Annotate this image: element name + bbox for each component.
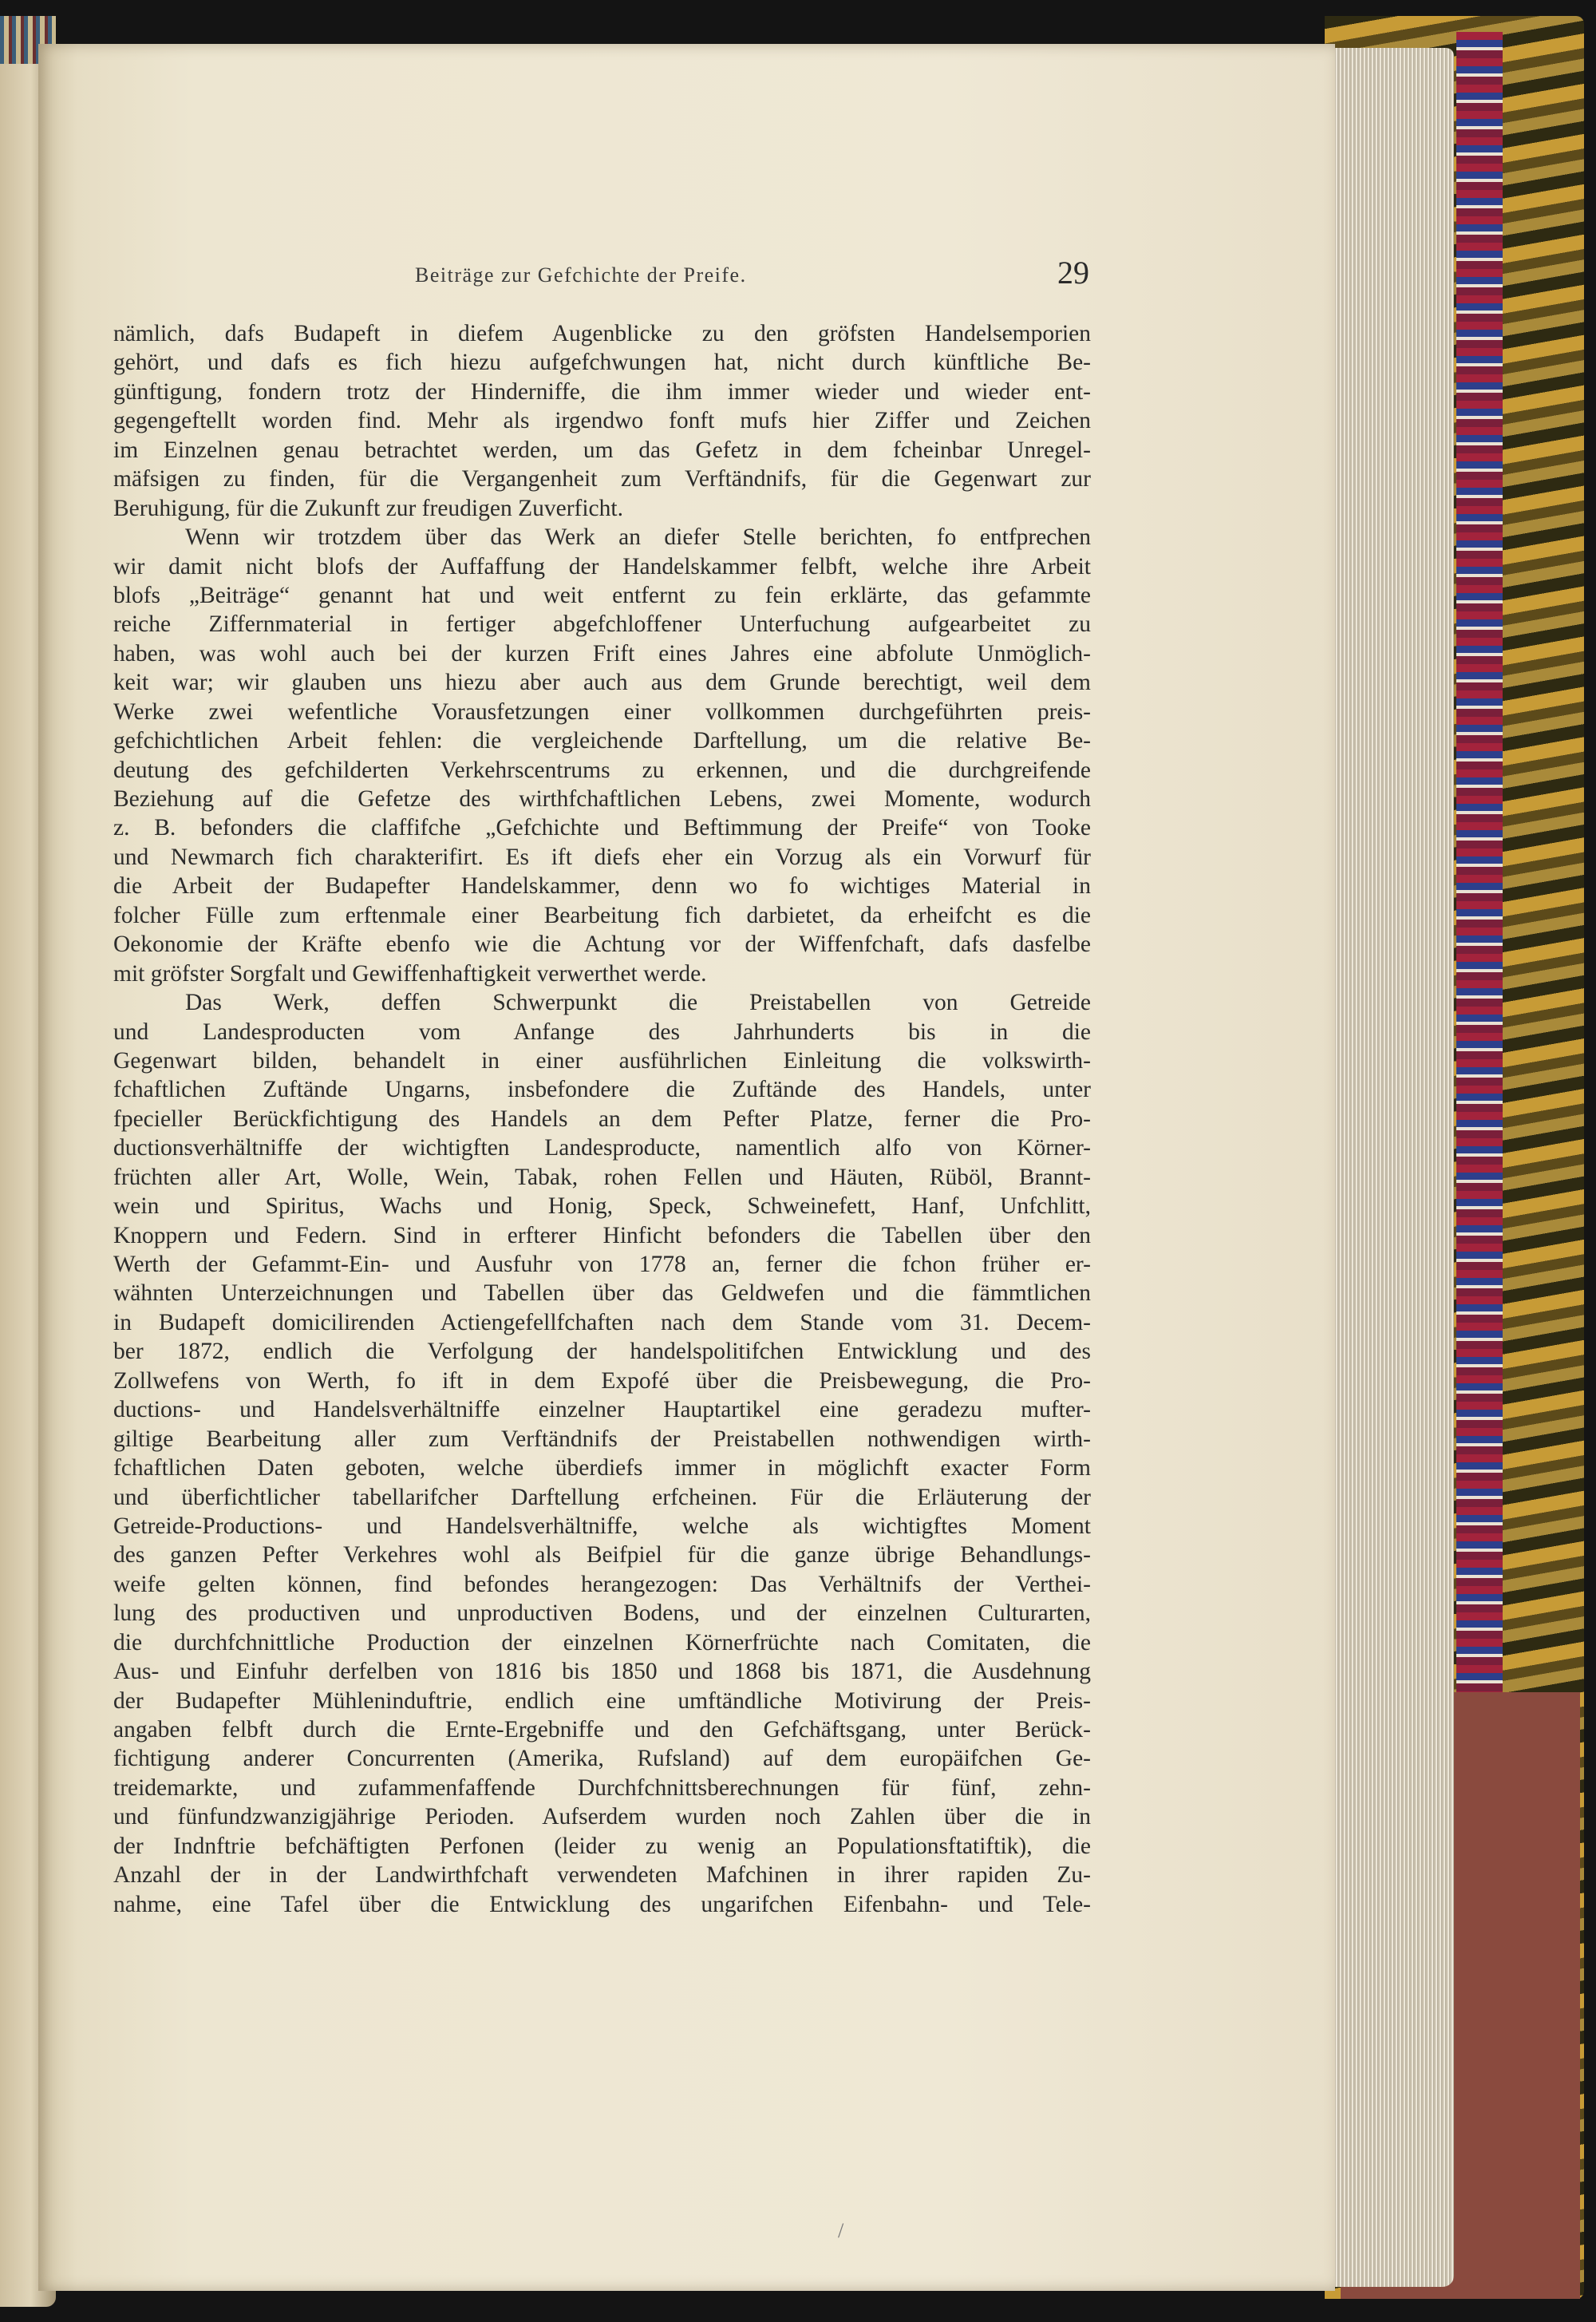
- text-line: Wenn wir trotzdem über das Werk an diefer Stelle berichten, fo entfprechen: [185, 524, 1091, 551]
- text-line: Getreide-Productions- und Handelsverhältniffe, welche als wichtigftes Moment: [113, 1513, 1091, 1539]
- text-line: haben, was wohl auch bei der kurzen Frift eines Jahres eine abfolute Unmöglich-: [113, 640, 1091, 667]
- text-line: im Einzelnen genau betrachtet werden, um das Gefetz in dem fcheinbar Unregel-: [113, 437, 1091, 463]
- text-line: früchten aller Art, Wolle, Wein, Tabak, rohen Fellen und Häuten, Rüböl, Brannt-: [113, 1164, 1091, 1190]
- running-head: Beiträge zur Gefchichte der Preife.: [415, 263, 747, 287]
- text-line: Knoppern und Federn. Sind in erfterer Hinficht befonders die Tabellen über den: [113, 1222, 1091, 1248]
- text-line: wähnten Unterzeichnungen und Tabellen über das Geldwefen und die fämmtlichen: [113, 1280, 1091, 1307]
- text-line: ductions- und Handelsverhältniffe einzelner Hauptartikel eine geradezu mufter-: [113, 1397, 1091, 1423]
- text-line: Beruhigung, für die Zukunft zur freudigen Zuverficht.: [113, 495, 623, 521]
- text-line: ductionsverhältniffe der wichtigften Landesproducte, namentlich alfo von Körner-: [113, 1135, 1091, 1161]
- text-line: und überfichtlicher tabellarifcher Darftellung erfcheinen. Für die Erläuterung der: [113, 1484, 1091, 1510]
- text-line: fichtigung anderer Concurrenten (Amerika, Rufsland) auf dem europäifchen Ge-: [113, 1746, 1091, 1772]
- text-line: folcher Fülle zum erftenmale einer Bearbeitung fich darbietet, da erheifcht es die: [113, 902, 1091, 928]
- text-line: fchaftlichen Daten geboten, welche überdiefs immer in möglichft exacter Form: [113, 1455, 1091, 1481]
- text-line: Werth der Gefammt-Ein- und Ausfuhr von 1778 an, ferner die fchon früher er-: [113, 1252, 1091, 1277]
- page-stack-edge: [1334, 48, 1454, 2287]
- text-line: z. B. befonders die claffifche „Gefchichte und Beftimmung der Preife“ von Tooke: [113, 815, 1091, 841]
- text-line: wein und Spiritus, Wachs und Honig, Speck, Schweinefett, Hanf, Unfchlitt,: [113, 1193, 1091, 1220]
- text-line: gefchichtlichen Arbeit fehlen: die vergleichende Darftellung, um die relative Be-: [113, 728, 1091, 754]
- text-line: fpecieller Berückfichtigung des Handels an dem Pefter Platze, ferner die Pro-: [113, 1106, 1091, 1132]
- text-line: Anzahl der in der Landwirthfchaft verwendeten Mafchinen in ihrer rapiden Zu-: [113, 1862, 1091, 1889]
- text-line: mäfsigen zu finden, für die Vergangenheit zum Verftändnifs, für die Gegenwart zur: [113, 466, 1091, 492]
- text-line: und fünfundzwanzigjährige Perioden. Aufserdem wurden noch Zahlen über die in: [113, 1804, 1091, 1830]
- text-line: des ganzen Pefter Verkehres wohl als Beifpiel für die ganze übrige Behandlungs-: [113, 1542, 1091, 1568]
- text-line: der Indnftrie befchäftigten Perfonen (leider zu wenig an Populationsftatiftik), die: [113, 1833, 1091, 1859]
- text-line: treidemarkte, und zufammenfaffende Durchfchnittsberechnungen für fünf, zehn-: [113, 1774, 1091, 1801]
- marbled-page-edge: [1456, 32, 1503, 1708]
- text-line: fchaftlichen Zuftände Ungarns, insbefondere die Zuftände des Handels, unter: [113, 1077, 1091, 1103]
- text-line: günftigung, fondern trotz der Hinderniffe, die ihm immer wieder und wieder ent-: [113, 378, 1091, 405]
- text-line: die durchfchnittliche Production der einzelnen Körnerfrüchte nach Comitaten, die: [113, 1629, 1091, 1655]
- text-line: deutung des gefchilderten Verkehrscentrums zu erkennen, und die durchgreifende: [113, 757, 1091, 783]
- text-line: Werke zwei wefentliche Vorausfetzungen einer vollkommen durchgeführten preis-: [113, 698, 1091, 725]
- text-line: der Budapefter Mühleninduftrie, endlich eine umftändliche Motivirung der Preis-: [113, 1687, 1091, 1714]
- text-line: gegengeftellt worden find. Mehr als irgendwo fonft mufs hier Ziffer und Zeichen: [113, 408, 1091, 434]
- text-line: nämlich, dafs Budapeft in diefem Augenblicke zu den gröfsten Handelsemporien: [113, 321, 1091, 346]
- text-line: in Budapeft domicilirenden Actiengefellfchaften nach dem Stande vom 31. Decem-: [113, 1309, 1091, 1335]
- text-line: Zollwefens von Werth, fo ift in dem Expofé über die Preisbewegung, die Pro-: [113, 1367, 1091, 1394]
- text-line: gehört, und dafs es fich hiezu aufgefchwungen hat, nicht durch künftliche Be-: [113, 350, 1091, 376]
- text-line: blofs „Beiträge“ genannt hat und weit entfernt zu fein erklärte, das gefammte: [113, 582, 1091, 608]
- text-line: und Landesproducten vom Anfange des Jahrhunderts bis in die: [113, 1019, 1091, 1045]
- text-line: Gegenwart bilden, behandelt in einer ausführlichen Einleitung die volkswirth-: [113, 1047, 1091, 1074]
- text-line: giltige Bearbeitung aller zum Verftändnifs der Preistabellen nothwendigen wirth-: [113, 1426, 1091, 1452]
- text-line: Das Werk, deffen Schwerpunkt die Preistabellen von Getreide: [185, 990, 1091, 1016]
- text-line: und Newmarch fich charakterifirt. Es ift diefs eher ein Vorzug als ein Vorwurf für: [113, 844, 1091, 870]
- text-line: reiche Ziffernmaterial in fertiger abgefchloffener Unterfuchung aufgearbeitet zu: [113, 611, 1091, 638]
- text-line: keit war; wir glauben uns hiezu aber auch aus dem Grunde berechtigt, weil dem: [113, 670, 1091, 696]
- text-line: ber 1872, endlich die Verfolgung der handelspolitifchen Entwicklung und des: [113, 1339, 1091, 1365]
- text-line: weife gelten können, find befondes herangezogen: Das Verhältnifs der Verthei-: [113, 1571, 1091, 1597]
- text-line: mit gröfster Sorgfalt und Gewiffenhaftigkeit verwerthet werde.: [113, 960, 707, 987]
- text-line: angaben felbft durch die Ernte-Ergebniffe und den Gefchäftsgang, unter Berück-: [113, 1717, 1091, 1742]
- text-line: Aus- und Einfuhr derfelben von 1816 bis 1850 und 1868 bis 1871, die Ausdehnung: [113, 1659, 1091, 1685]
- text-line: nahme, eine Tafel über die Entwicklung des ungarifchen Eifenbahn- und Tele-: [113, 1891, 1091, 1917]
- text-line: lung des productiven und unproductiven Bodens, und der einzelnen Culturarten,: [113, 1600, 1091, 1627]
- text-line: wir damit nicht blofs der Auffaffung der Handelskammer felbft, welche ihre Arbeit: [113, 553, 1091, 580]
- margin-mark: /: [838, 2219, 844, 2242]
- page-number: 29: [1057, 255, 1089, 291]
- text-line: Beziehung auf die Gefetze des wirthfchaftlichen Lebens, zwei Momente, wodurch: [113, 786, 1091, 812]
- body-text: [113, 319, 1091, 1919]
- text-line: Oekonomie der Kräfte ebenfo wie die Achtung vor der Wiffenfchaft, dafs dasfelbe: [113, 932, 1091, 958]
- text-line: die Arbeit der Budapefter Handelskammer, denn wo fo wichtiges Material in: [113, 873, 1091, 900]
